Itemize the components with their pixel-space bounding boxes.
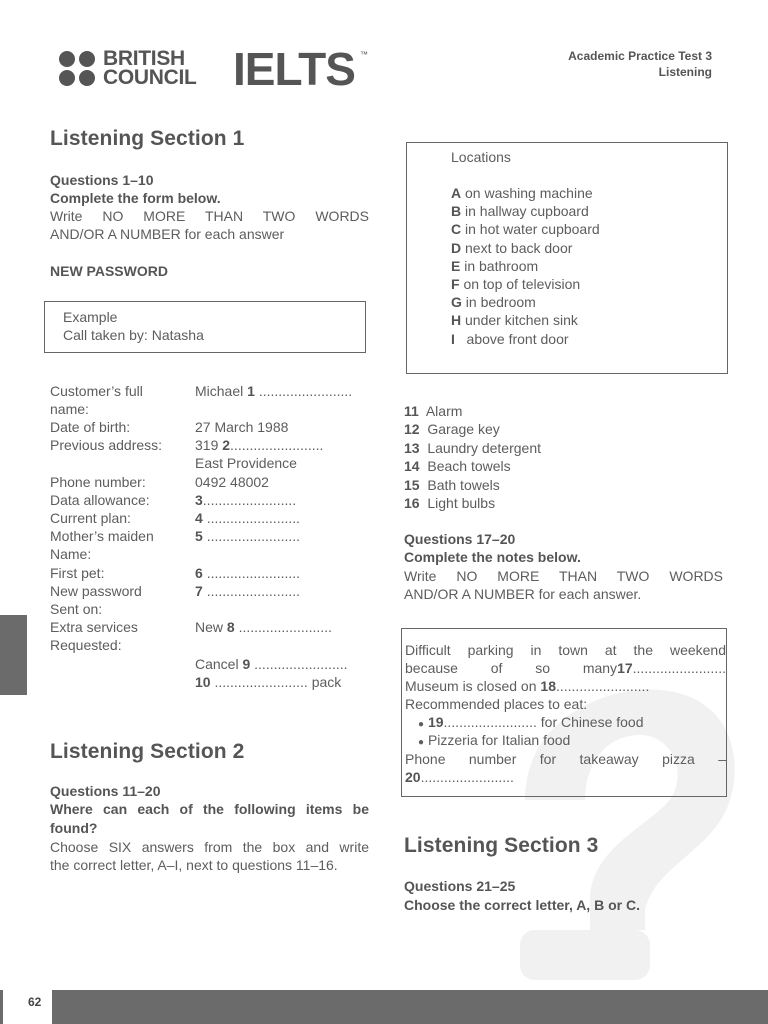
side-tab — [0, 615, 27, 695]
value-q4: 4 ........................ — [195, 510, 301, 526]
location-item: D next to back door — [451, 239, 573, 256]
locations-box — [406, 142, 728, 374]
section2-questions: Questions 11–20 — [50, 783, 161, 799]
section3-questions: Questions 21–25 — [404, 878, 516, 894]
locations-heading: Locations — [451, 149, 511, 165]
label-dob: Date of birth: — [50, 419, 131, 435]
value-q5: 5 ........................ — [195, 528, 301, 544]
item-row: 15 Bath towels — [404, 476, 500, 493]
location-item: E in bathroom — [451, 257, 539, 274]
location-item: I above front door — [451, 330, 569, 347]
notes-line2: because of so many 17 ........................ — [405, 660, 726, 676]
example-text: Call taken by: Natasha — [63, 327, 204, 343]
value-address-line2: East Providence — [195, 455, 297, 471]
page-number: 62 — [28, 995, 42, 1009]
trademark-symbol: ™ — [360, 50, 368, 59]
value-name: Michael 1 ........................ — [195, 383, 353, 399]
value-q3: 3........................ — [195, 492, 297, 508]
notes-line4: Recommended places to eat: — [405, 696, 588, 712]
notes-box — [401, 628, 727, 797]
section1-write-line2: AND/OR A NUMBER for each answer — [50, 226, 285, 242]
notes-write-line2: AND/OR A NUMBER for each answer. — [404, 586, 642, 602]
location-item: H under kitchen sink — [451, 312, 578, 329]
label-maiden: Mother’s maiden — [50, 528, 154, 544]
label-name: Customer’s full — [50, 383, 143, 399]
label-extra: Extra services — [50, 619, 138, 635]
example-label: Example — [63, 309, 118, 325]
test-title: Academic Practice Test 3 — [568, 49, 712, 63]
british-council-logo — [58, 50, 100, 91]
section2-title: Listening Section 2 — [50, 740, 245, 763]
notes-instruction: Complete the notes below. — [404, 549, 581, 565]
label-data: Data allowance: — [50, 492, 150, 508]
page-number-edge — [0, 990, 3, 1024]
notes-bullet-19: ● 19........................ for Chinese food — [418, 714, 644, 730]
location-item: F on top of television — [451, 276, 581, 292]
value-q8: New 8 ........................ — [195, 619, 332, 635]
notes-line1: Difficult parking in town at the weekend — [405, 642, 726, 658]
item-row: 11 Alarm — [404, 403, 463, 419]
location-item: G in bedroom — [451, 294, 536, 311]
label-maiden-cont: Name: — [50, 546, 92, 562]
notes-write-line1: Write NO MORE THAN TWO WORDS — [404, 568, 723, 584]
section3-title: Listening Section 3 — [404, 834, 599, 857]
label-requested: Requested: — [50, 637, 122, 653]
section1-instruction: Complete the form below. — [50, 190, 221, 206]
label-sent-on: Sent on: — [50, 601, 103, 617]
location-item: B in hallway cupboard — [451, 203, 589, 220]
notes-bullet-pizzeria: ● Pizzeria for Italian food — [418, 732, 571, 748]
section1-questions: Questions 1–10 — [50, 172, 154, 188]
item-row: 13 Laundry detergent — [404, 439, 541, 456]
item-row: 14 Beach towels — [404, 458, 511, 475]
value-phone: 0492 48002 — [195, 474, 269, 490]
section3-instruction: Choose the correct letter, A, B or C. — [404, 897, 640, 913]
ielts-logo: IELTS — [233, 43, 355, 95]
value-address: 319 2........................ — [195, 437, 324, 453]
label-plan: Current plan: — [50, 510, 131, 526]
british-council-wordmark: BRITISH COUNCIL — [103, 47, 197, 89]
label-prev-address: Previous address: — [50, 437, 163, 453]
section2-instruction-cont: found? — [50, 820, 98, 836]
label-pet: First pet: — [50, 565, 105, 581]
item-row: 12 Garage key — [404, 421, 500, 438]
notes-line3: Museum is closed on 18........................ — [405, 678, 650, 694]
value-dob: 27 March 1988 — [195, 419, 289, 435]
location-item: A on washing machine — [451, 185, 593, 201]
location-item: C in hot water cupboard — [451, 221, 600, 238]
british-council-dots-icon — [58, 50, 100, 88]
label-name-cont: name: — [50, 401, 89, 417]
test-subtitle: Listening — [658, 65, 712, 79]
form-title: NEW PASSWORD — [50, 263, 168, 279]
notes-line8: 20........................ — [405, 769, 514, 785]
label-new-password: New password — [50, 583, 142, 599]
notes-questions: Questions 17–20 — [404, 531, 516, 547]
notes-line7: Phone number for takeaway pizza – — [405, 751, 726, 767]
value-q6: 6 ........................ — [195, 565, 301, 581]
value-q10: 10 ........................ pack — [195, 674, 342, 690]
section2-instruction: Where can each of the following items be — [50, 801, 369, 817]
section2-choose-line1: Choose SIX answers from the box and write — [50, 839, 369, 855]
label-phone: Phone number: — [50, 474, 146, 490]
section2-choose-line2: the correct letter, A–I, next to questions 11–16. — [50, 857, 338, 873]
test-header — [568, 48, 712, 80]
page-number-cell — [0, 990, 52, 1024]
item-row: 16 Light bulbs — [404, 495, 496, 511]
example-box — [44, 301, 366, 353]
section1-write-line1: Write NO MORE THAN TWO WORDS — [50, 208, 369, 224]
value-q7: 7 ........................ — [195, 583, 301, 599]
section1-title: Listening Section 1 — [50, 127, 245, 150]
value-q9: Cancel 9 ........................ — [195, 656, 348, 672]
footer-bar — [52, 990, 768, 1024]
